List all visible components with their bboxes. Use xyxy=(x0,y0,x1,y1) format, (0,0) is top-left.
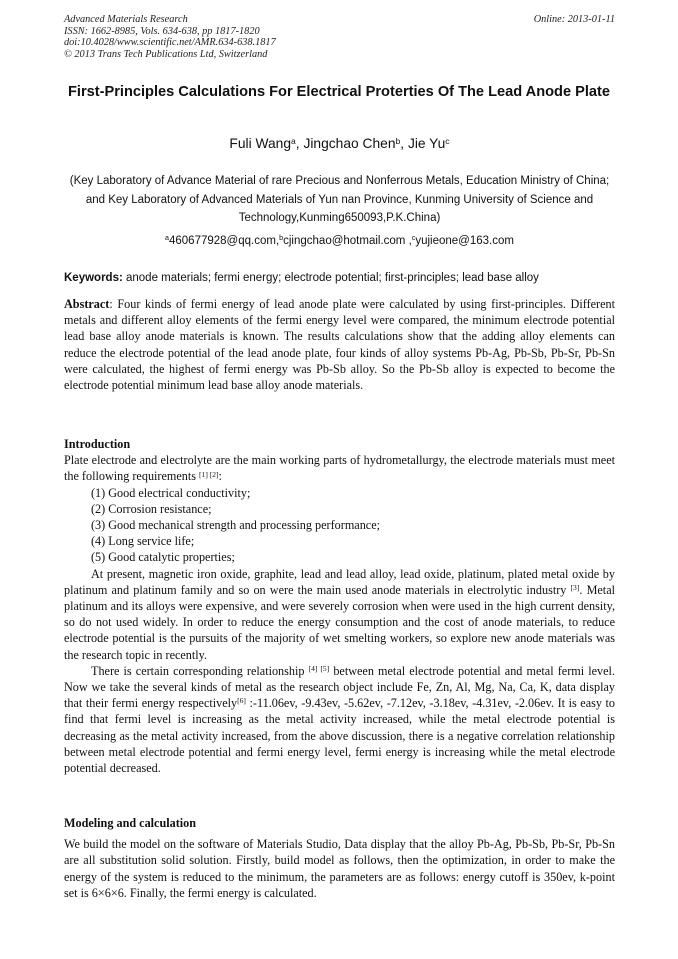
citation[interactable]: [4] [5] xyxy=(308,664,330,674)
introduction-section xyxy=(64,436,615,776)
keywords-label: Keywords: xyxy=(64,272,123,284)
list-item: (3) Good mechanical strength and processing performance; xyxy=(91,518,381,533)
requirements-list xyxy=(64,485,615,566)
intro-paragraph-1: Plate electrode and electrolyte are the main working parts of hydrometallurgy, the electrode materials must meet the following requirements [1] [2]: xyxy=(64,453,615,484)
copyright-line: © 2013 Trans Tech Publications Ltd, Switzerland xyxy=(64,48,268,60)
keywords xyxy=(64,270,615,286)
affiliation: (Key Laboratory of Advance Material of rare Precious and Nonferrous Metals, Education Ministry of China; and Key Laboratory of Advanced Materials of Yun nan Province, Kunming University of Science and Technology,Kunming650093,P.K.China) xyxy=(69,175,610,224)
modeling-heading: Modeling and calculation xyxy=(64,816,197,830)
doi-line: doi:10.4028/www.scientific.net/AMR.634-638.1817 xyxy=(64,37,276,49)
citation[interactable]: [1] [2] xyxy=(199,469,219,479)
email-link[interactable]: $^a$460677928@qq.com xyxy=(165,234,276,247)
author: Fuli Wang$^a$, xyxy=(229,135,304,151)
modeling-paragraph-1: We build the model on the software of Materials Studio, Data display that the alloy Pb-Ag, Pb-Sb, Pb-Sr, Pb-Sn are all substitution solid solution. Firstly, build model as follows, then the optimization, in order to make the energy of the system is reduced to the minimum, the parameters are as follows: energy cutoff is 350ev, k-point set is 6×6×6. Finally, the fermi energy is calculated. xyxy=(64,837,615,900)
list-item: (5) Good catalytic properties; xyxy=(91,550,235,565)
abstract xyxy=(64,296,615,393)
citation[interactable]: [6] xyxy=(237,696,246,706)
author: Jingchao Chen$^b$, xyxy=(303,135,408,151)
email-link[interactable]: $^c$yujieone@163.com xyxy=(411,234,514,247)
citation[interactable]: [3] xyxy=(570,583,580,593)
issn-line: ISSN: 1662-8985, Vols. 634-638, pp 1817-1820 xyxy=(64,25,260,37)
intro-paragraph-2: At present, magnetic iron oxide, graphite, lead and lead alloy, lead oxide, platinum, plated metal oxide by platinum and platinum family and so on were the main used anode materials in electrolytic industry [3]. Metal platinum and its alloys were expensive, and were severely corrosion when were used in the high current density, so do not used widely. In order to reduce the energy consumption and the cost of anode materials, to reduce electrode potential is the pursuits of the majority of wet smelting workers, so explore new anode materials was the research topic in recently. xyxy=(64,566,615,662)
author-list xyxy=(64,135,615,153)
journal-header xyxy=(64,14,615,60)
list-item: (4) Long service life; xyxy=(91,534,195,549)
introduction-heading: Introduction xyxy=(64,437,131,451)
list-item: (2) Corrosion resistance; xyxy=(91,501,212,516)
abstract-label: Abstract xyxy=(64,297,110,311)
intro-paragraph-3: There is certain corresponding relationship [4] [5] between metal electrode potential and metal fermi level. Now we take the several kinds of metal as the research object include Fe, Zn, Al, Mg, Na, Ca, K, data display that their fermi energy respectively[6] :-11.06ev, -9.43ev, -5.62ev, -7.12ev, -3.18ev, -4.31ev, -2.06ev. It is easy to find that fermi level is increasing as the metal activity increased, while the metal electrode potential is decreasing as the metal activity increased, from the above discussion, there is a negative correlation relationship between metal electrode potential and fermi energy level, fermi energy is increasing while the metal electrode potential decreased. xyxy=(64,663,615,776)
abstract-text: : Four kinds of fermi energy of lead anode plate were calculated by using first-principles. Different metals and different alloy elements of the fermi energy level were compared, the minimum electrode potential lead base alloy anode materials is known. The results calculations show that the adding alloy elements can reduce the electrode potential of the lead anode plate, four kinds of alloy systems Pb-Ag, Pb-Sb, Pb-Sr, Pb-Sn were calculated, the highest of fermi energy was Pb-Sb alloy. So the Pb-Sb alloy is expected to become the electrode potential minimum lead base alloy anode materials. xyxy=(64,297,615,393)
keywords-text: anode materials; fermi energy; electrode potential; first-principles; lead base alloy xyxy=(126,272,539,284)
paper-title: First-Principles Calculations For Electrical Proterties Of The Lead Anode Plate xyxy=(68,84,610,100)
author: Jie Yu$^c$ xyxy=(407,135,450,151)
email-list: $^a$460677928@qq.com,$^b$cjingchao@hotmail.com ,$^c$yujieone@163.com xyxy=(165,234,514,247)
modeling-section xyxy=(64,815,615,901)
list-item: (1) Good electrical conductivity; xyxy=(91,485,251,500)
online-date: Online: 2013-01-11 xyxy=(533,14,615,25)
email-link[interactable]: $^b$cjingchao@hotmail.com xyxy=(279,234,406,247)
journal-name: Advanced Materials Research xyxy=(64,14,188,25)
